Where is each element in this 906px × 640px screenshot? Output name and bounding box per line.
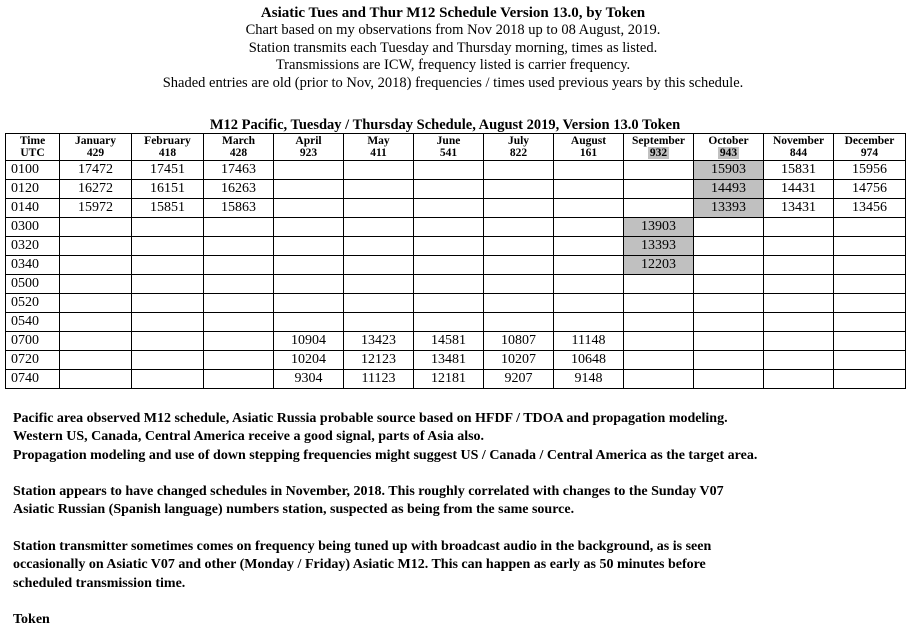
- frequency-cell: [204, 332, 274, 351]
- frequency-cell: [694, 237, 764, 256]
- frequency-cell: 10207: [484, 351, 554, 370]
- frequency-cell: 13456: [834, 199, 906, 218]
- time-cell: 0520: [6, 294, 60, 313]
- time-cell: 0300: [6, 218, 60, 237]
- table-row: [6, 313, 906, 332]
- frequency-cell: [274, 199, 344, 218]
- table-row: [6, 199, 906, 218]
- table-row: [6, 332, 906, 351]
- frequency-cell: [132, 313, 204, 332]
- month-name: April: [295, 134, 322, 147]
- frequency-cell: [132, 370, 204, 389]
- frequency-cell: [344, 161, 414, 180]
- note-line: occasionally on Asiatic V07 and other (Monday / Friday) Asiatic M12. This can happen as early as 50 minutes before: [13, 557, 706, 573]
- frequency-cell: [834, 370, 906, 389]
- month-name: May: [367, 134, 390, 147]
- time-cell: 0340: [6, 256, 60, 275]
- month-name: August: [570, 134, 607, 147]
- frequency-cell: 15863: [204, 199, 274, 218]
- frequency-cell: [554, 237, 624, 256]
- month-code: 428: [229, 147, 248, 159]
- time-cell: 0140: [6, 199, 60, 218]
- table-header-row: [6, 134, 906, 161]
- frequency-cell: 10807: [484, 332, 554, 351]
- frequency-cell: [554, 161, 624, 180]
- frequency-cell: 14581: [414, 332, 484, 351]
- frequency-cell: [344, 180, 414, 199]
- frequency-cell: [554, 275, 624, 294]
- frequency-cell: [60, 218, 132, 237]
- frequency-cell: 11123: [344, 370, 414, 389]
- frequency-cell: [344, 294, 414, 313]
- frequency-cell: [554, 256, 624, 275]
- month-name: July: [507, 134, 530, 147]
- frequency-cell: [624, 313, 694, 332]
- table-body: [6, 161, 906, 389]
- frequency-cell: 15956: [834, 161, 906, 180]
- frequency-cell: [274, 313, 344, 332]
- frequency-cell: 16263: [204, 180, 274, 199]
- frequency-cell: [694, 294, 764, 313]
- frequency-cell: [274, 218, 344, 237]
- table-row: [6, 294, 906, 313]
- frequency-cell: [484, 218, 554, 237]
- frequency-cell: [132, 294, 204, 313]
- month-name: February: [144, 134, 191, 147]
- frequency-cell: [624, 370, 694, 389]
- frequency-cell: 10904: [274, 332, 344, 351]
- frequency-cell: [624, 199, 694, 218]
- month-header-october: [694, 134, 764, 161]
- table-row: [6, 370, 906, 389]
- frequency-cell: [204, 275, 274, 294]
- note-line: scheduled transmission time.: [13, 575, 186, 591]
- frequency-cell: [60, 294, 132, 313]
- frequency-cell: [204, 237, 274, 256]
- utc-header-label: UTC: [20, 147, 45, 159]
- frequency-cell: [204, 351, 274, 370]
- table-row: [6, 237, 906, 256]
- month-code: 429: [86, 147, 105, 159]
- time-cell: 0100: [6, 161, 60, 180]
- frequency-cell: 13393: [624, 237, 694, 256]
- frequency-cell: [274, 256, 344, 275]
- month-code: 411: [370, 147, 387, 159]
- month-name: January: [75, 134, 116, 147]
- month-header-january: [60, 134, 132, 161]
- table-row: [6, 275, 906, 294]
- frequency-cell: 17472: [60, 161, 132, 180]
- frequency-cell: [414, 180, 484, 199]
- frequency-cell: [414, 313, 484, 332]
- frequency-cell: [132, 218, 204, 237]
- frequency-cell: [834, 256, 906, 275]
- frequency-cell: [624, 294, 694, 313]
- frequency-cell: [274, 237, 344, 256]
- frequency-cell: [834, 218, 906, 237]
- frequency-cell: 13481: [414, 351, 484, 370]
- note-line: Western US, Canada, Central America receive a good signal, parts of Asia also.: [13, 429, 485, 445]
- frequency-cell: 16272: [60, 180, 132, 199]
- month-code: 844: [789, 147, 808, 159]
- frequency-cell: [834, 332, 906, 351]
- month-name: September: [631, 134, 685, 147]
- time-cell: 0500: [6, 275, 60, 294]
- header-line: Shaded entries are old (prior to Nov, 2018) frequencies / times used previous years by this schedule.: [162, 74, 744, 91]
- frequency-cell: 14431: [764, 180, 834, 199]
- schedule-table: [5, 133, 906, 389]
- month-name: December: [844, 134, 895, 147]
- time-cell: 0120: [6, 180, 60, 199]
- table-row: [6, 256, 906, 275]
- frequency-cell: [132, 237, 204, 256]
- frequency-cell: [414, 275, 484, 294]
- frequency-cell: [414, 256, 484, 275]
- note-line: Asiatic Russian (Spanish language) numbers station, suspected as being from the same source.: [13, 502, 575, 518]
- frequency-cell: [834, 275, 906, 294]
- frequency-cell: [834, 237, 906, 256]
- month-code: 822: [509, 147, 528, 159]
- month-code: 541: [439, 147, 458, 159]
- frequency-cell: [204, 256, 274, 275]
- frequency-cell: [624, 161, 694, 180]
- frequency-cell: [204, 294, 274, 313]
- frequency-cell: [344, 313, 414, 332]
- frequency-cell: 9304: [274, 370, 344, 389]
- month-header-february: [132, 134, 204, 161]
- frequency-cell: [344, 218, 414, 237]
- month-code: 418: [158, 147, 177, 159]
- frequency-cell: [764, 370, 834, 389]
- frequency-cell: [274, 275, 344, 294]
- month-header-july: [484, 134, 554, 161]
- frequency-cell: [60, 351, 132, 370]
- frequency-cell: 17463: [204, 161, 274, 180]
- frequency-cell: [484, 313, 554, 332]
- frequency-cell: [694, 275, 764, 294]
- frequency-cell: 15851: [132, 199, 204, 218]
- frequency-cell: [132, 275, 204, 294]
- frequency-cell: [414, 294, 484, 313]
- frequency-cell: 12181: [414, 370, 484, 389]
- frequency-cell: [554, 294, 624, 313]
- frequency-cell: [414, 161, 484, 180]
- frequency-cell: [484, 180, 554, 199]
- frequency-cell: [764, 237, 834, 256]
- frequency-cell: [204, 218, 274, 237]
- table-title: M12 Pacific, Tuesday / Thursday Schedule, August 2019, Version 13.0 Token: [209, 117, 681, 133]
- frequency-cell: [834, 351, 906, 370]
- month-header-may: [344, 134, 414, 161]
- frequency-cell: [274, 180, 344, 199]
- frequency-cell: 12123: [344, 351, 414, 370]
- frequency-cell: [624, 332, 694, 351]
- frequency-cell: 13903: [624, 218, 694, 237]
- month-header-august: [554, 134, 624, 161]
- month-header-march: [204, 134, 274, 161]
- month-name: November: [772, 134, 825, 147]
- frequency-cell: [60, 332, 132, 351]
- frequency-cell: [554, 199, 624, 218]
- time-cell: 0320: [6, 237, 60, 256]
- frequency-cell: [484, 237, 554, 256]
- frequency-cell: [554, 313, 624, 332]
- month-header-june: [414, 134, 484, 161]
- frequency-cell: 13431: [764, 199, 834, 218]
- frequency-cell: [624, 351, 694, 370]
- month-header-december: [834, 134, 906, 161]
- frequency-cell: 13423: [344, 332, 414, 351]
- frequency-cell: [764, 351, 834, 370]
- frequency-cell: 15903: [694, 161, 764, 180]
- document-header: [0, 4, 906, 92]
- paragraph-gap: [13, 593, 903, 611]
- frequency-cell: [132, 332, 204, 351]
- time-cell: 0720: [6, 351, 60, 370]
- frequency-cell: 14756: [834, 180, 906, 199]
- frequency-cell: 13393: [694, 199, 764, 218]
- month-code: 161: [579, 147, 598, 159]
- frequency-cell: [274, 161, 344, 180]
- frequency-cell: [60, 237, 132, 256]
- frequency-cell: [624, 275, 694, 294]
- month-header-november: [764, 134, 834, 161]
- month-header-september: [624, 134, 694, 161]
- frequency-cell: [694, 256, 764, 275]
- frequency-cell: [60, 313, 132, 332]
- frequency-cell: [414, 199, 484, 218]
- frequency-cell: 17451: [132, 161, 204, 180]
- frequency-cell: [274, 294, 344, 313]
- frequency-cell: [834, 294, 906, 313]
- note-line: Token: [13, 612, 50, 628]
- frequency-cell: [132, 256, 204, 275]
- frequency-cell: [484, 294, 554, 313]
- frequency-cell: 12203: [624, 256, 694, 275]
- frequency-cell: [204, 313, 274, 332]
- frequency-cell: [764, 294, 834, 313]
- frequency-cell: [554, 180, 624, 199]
- note-line: Station transmitter sometimes comes on frequency being tuned up with broadcast audio in the background, as is seen: [13, 539, 712, 555]
- frequency-cell: [484, 275, 554, 294]
- paragraph-gap: [13, 520, 903, 538]
- frequency-cell: 15972: [60, 199, 132, 218]
- frequency-cell: [344, 256, 414, 275]
- table-row: [6, 161, 906, 180]
- frequency-cell: 15831: [764, 161, 834, 180]
- time-header-label: Time: [19, 134, 46, 147]
- notes-section: [13, 410, 903, 630]
- frequency-cell: 11148: [554, 332, 624, 351]
- frequency-cell: 10648: [554, 351, 624, 370]
- frequency-cell: [694, 351, 764, 370]
- paragraph-gap: [13, 465, 903, 483]
- time-cell: 0700: [6, 332, 60, 351]
- frequency-cell: [344, 237, 414, 256]
- frequency-cell: [344, 199, 414, 218]
- frequency-cell: [694, 313, 764, 332]
- table-row: [6, 351, 906, 370]
- header-line: Station transmits each Tuesday and Thursday morning, times as listed.: [248, 39, 658, 56]
- month-code: 974: [860, 147, 879, 159]
- table-row: [6, 218, 906, 237]
- frequency-cell: [60, 370, 132, 389]
- time-header: [6, 134, 60, 161]
- month-code: 943: [719, 147, 738, 159]
- frequency-cell: [414, 237, 484, 256]
- month-code: 923: [299, 147, 318, 159]
- frequency-cell: 14493: [694, 180, 764, 199]
- note-line: Propagation modeling and use of down stepping frequencies might suggest US / Canada / Central America as the target area.: [13, 447, 758, 463]
- table-row: [6, 180, 906, 199]
- month-name: June: [436, 134, 461, 147]
- frequency-cell: [132, 351, 204, 370]
- month-code: 932: [649, 147, 668, 159]
- frequency-cell: [204, 370, 274, 389]
- note-line: Pacific area observed M12 schedule, Asiatic Russia probable source based on HFDF / TDOA and propagation modeling.: [13, 411, 728, 426]
- header-line: Chart based on my observations from Nov 2018 up to 08 August, 2019.: [245, 22, 661, 38]
- frequency-cell: 16151: [132, 180, 204, 199]
- frequency-cell: [484, 161, 554, 180]
- frequency-cell: [60, 256, 132, 275]
- frequency-cell: [554, 218, 624, 237]
- frequency-cell: [764, 275, 834, 294]
- frequency-cell: 10204: [274, 351, 344, 370]
- month-header-april: [274, 134, 344, 161]
- frequency-cell: [344, 275, 414, 294]
- frequency-cell: [484, 256, 554, 275]
- time-cell: 0740: [6, 370, 60, 389]
- frequency-cell: [484, 199, 554, 218]
- note-line: Station appears to have changed schedules in November, 2018. This roughly correlated with changes to the Sunday V07: [13, 484, 724, 500]
- frequency-cell: [414, 218, 484, 237]
- document-title: Asiatic Tues and Thur M12 Schedule Version 13.0, by Token: [260, 5, 646, 21]
- frequency-cell: [764, 218, 834, 237]
- frequency-cell: [834, 313, 906, 332]
- frequency-cell: [764, 332, 834, 351]
- frequency-cell: 9148: [554, 370, 624, 389]
- frequency-cell: 9207: [484, 370, 554, 389]
- time-cell: 0540: [6, 313, 60, 332]
- month-name: October: [708, 134, 749, 147]
- frequency-cell: [694, 218, 764, 237]
- frequency-cell: [764, 313, 834, 332]
- header-line: Transmissions are ICW, frequency listed is carrier frequency.: [275, 57, 631, 74]
- frequency-cell: [60, 275, 132, 294]
- frequency-cell: [624, 180, 694, 199]
- frequency-cell: [694, 332, 764, 351]
- frequency-cell: [694, 370, 764, 389]
- frequency-cell: [764, 256, 834, 275]
- month-name: March: [221, 134, 255, 147]
